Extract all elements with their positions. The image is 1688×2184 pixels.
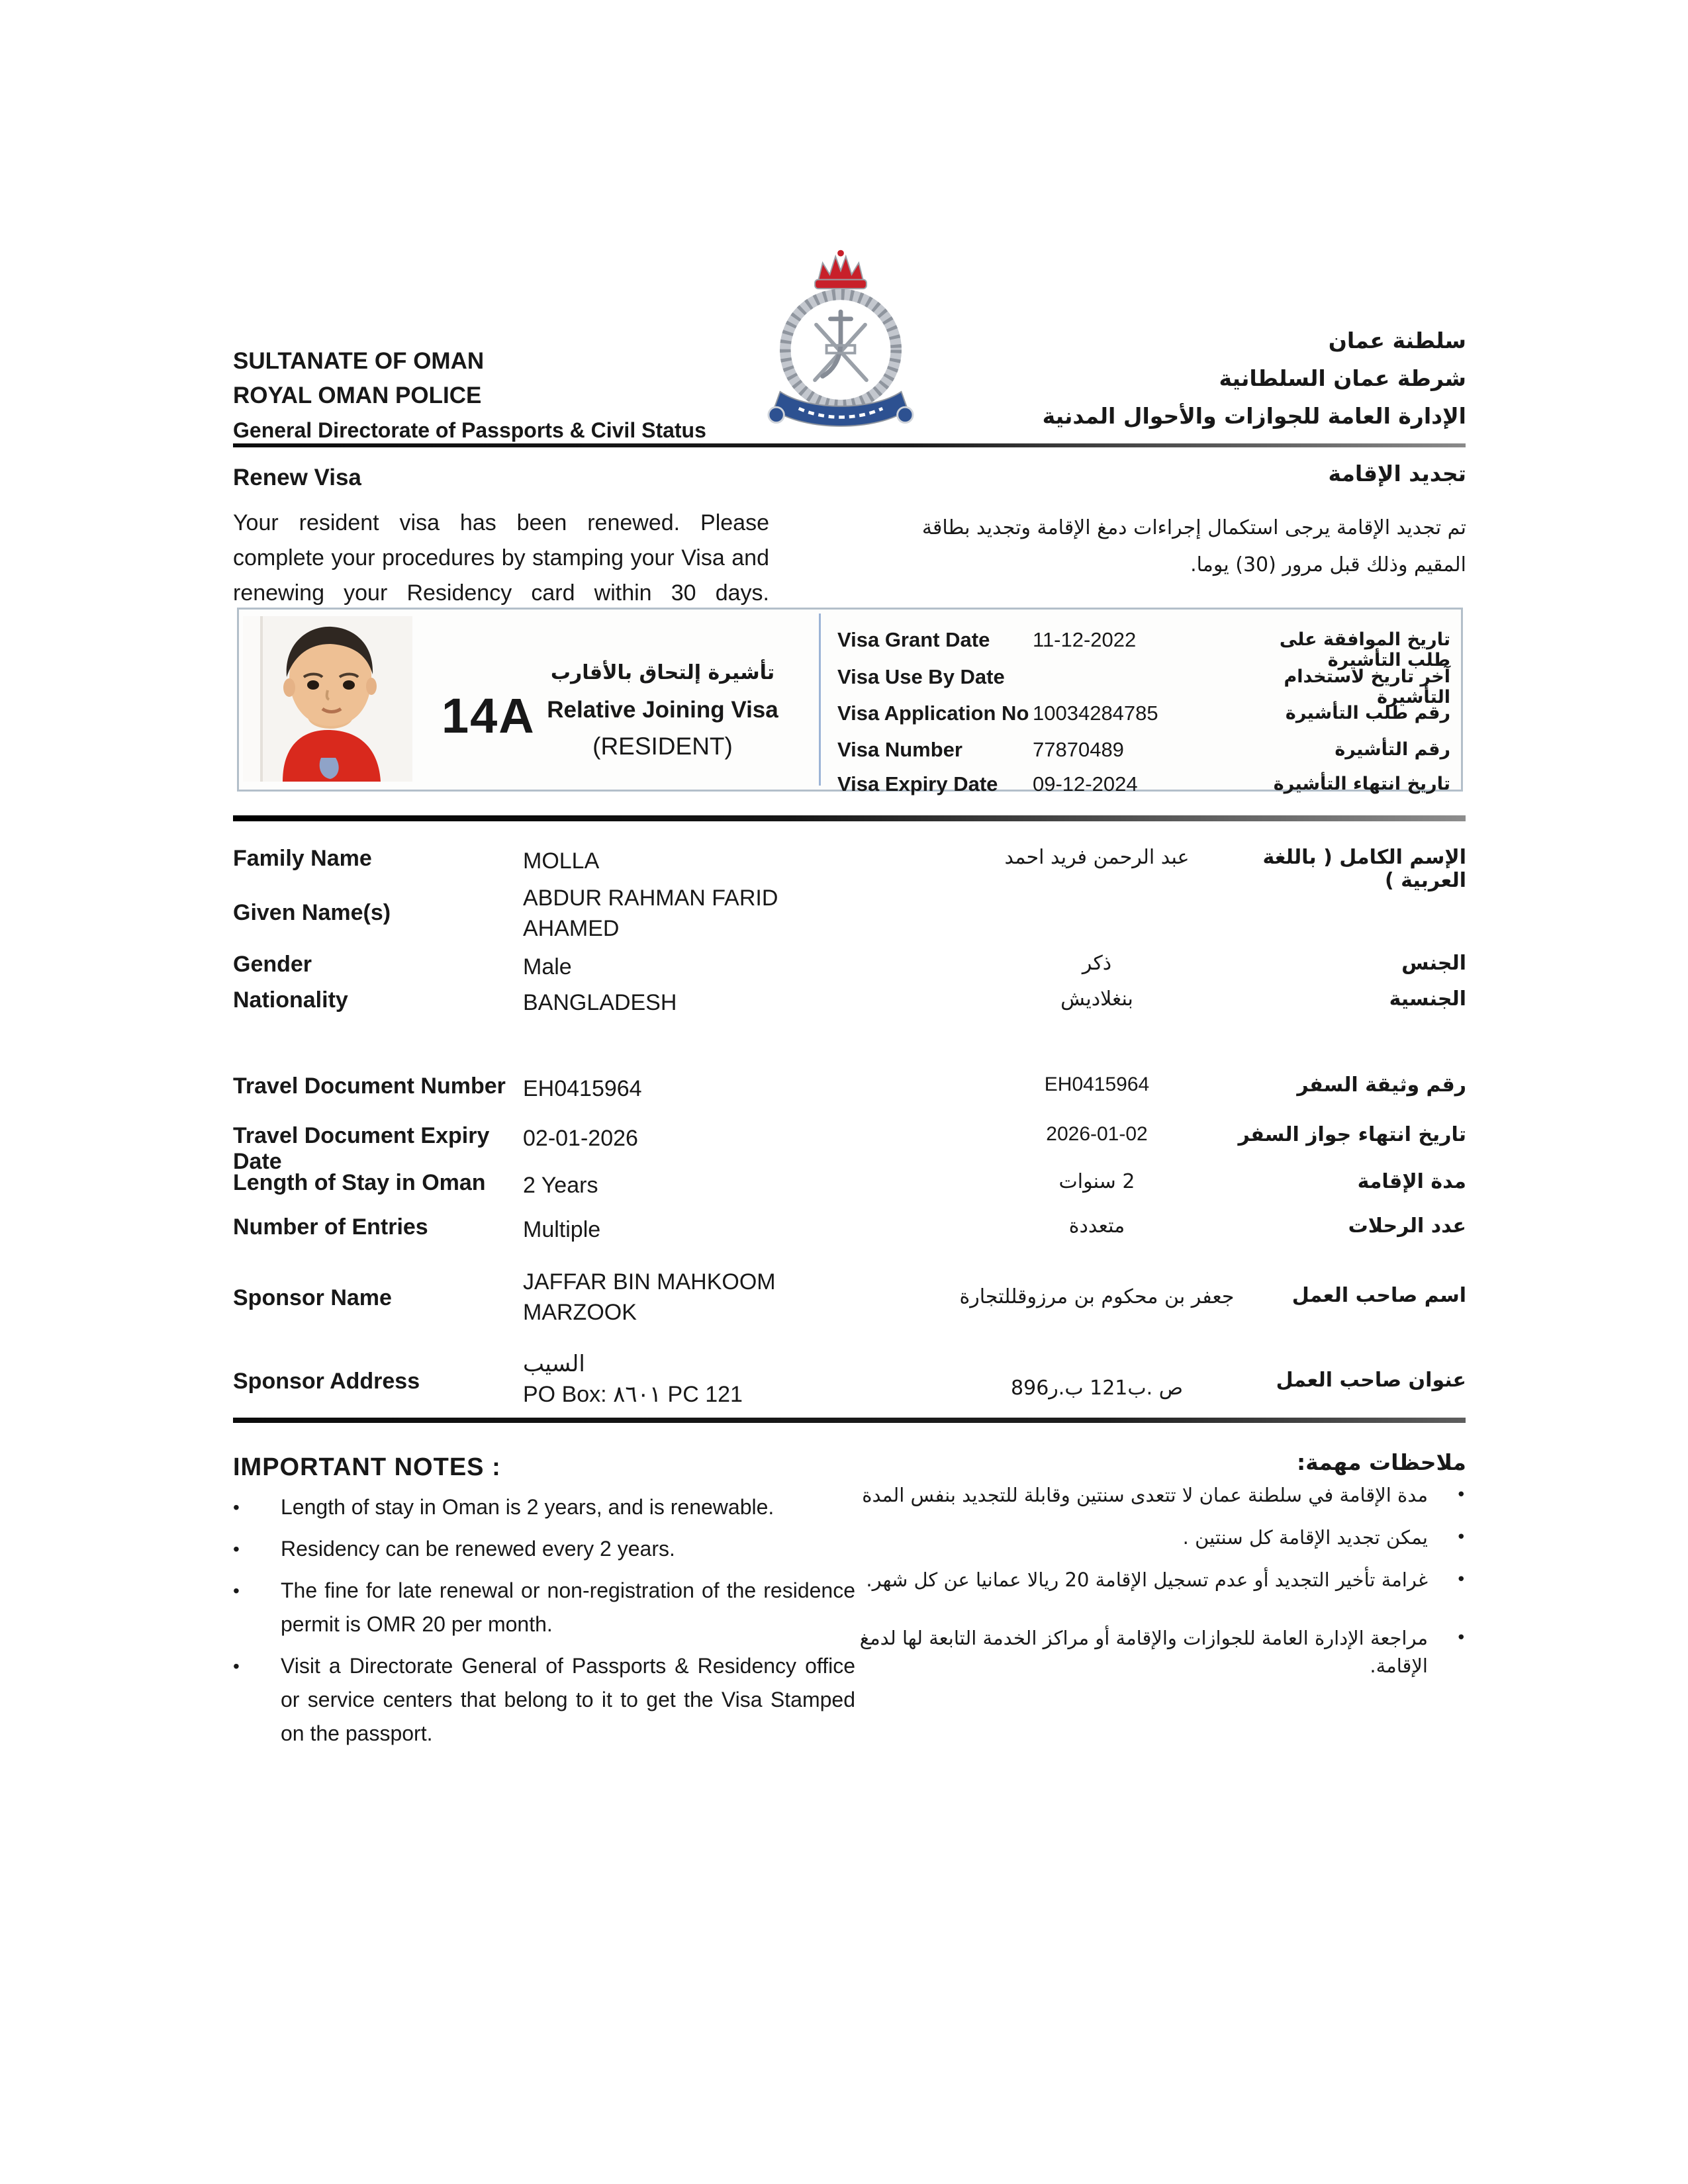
bullet-icon: •: [1456, 1527, 1466, 1547]
note-item-ar: [837, 1524, 1466, 1551]
sponsor-address-pobox: PO Box: ٨٦٠١ PC 121: [523, 1382, 743, 1407]
important-notes-title-ar: ملاحظات مهمة:: [1296, 1449, 1466, 1475]
org-line-sultanate-ar: سلطنة عمان: [1328, 328, 1466, 353]
org-line-directorate: General Directorate of Passports & Civil Status: [233, 418, 706, 442]
detail-value: ABDUR RAHMAN FARID AHAMED: [523, 886, 778, 941]
applicant-photo: [243, 616, 412, 782]
detail-label-ar: تاريخ انتهاء جواز السفر: [1238, 1123, 1466, 1146]
header-org-arabic: [870, 322, 1466, 435]
visa-code: 14A: [442, 688, 536, 743]
note-text-ar: مدة الإقامة في سلطنة عمان لا تتعدى سنتين وقابلة للتجديد بنفس المدة: [862, 1484, 1428, 1506]
visa-type-arabic: تأشيرة إلتحاق بالأقارب: [550, 661, 775, 684]
detail-label: Sponsor Address: [233, 1369, 420, 1394]
detail-value: JAFFAR BIN MAHKOOM MARZOOK: [523, 1269, 776, 1325]
detail-label-ar: عدد الرحلات: [1348, 1214, 1466, 1238]
bullet-icon: •: [233, 1497, 240, 1518]
visa-row-label-ar: رقم التأشيرة: [1335, 739, 1450, 760]
detail-value: MOLLA: [523, 848, 600, 874]
header-divider-rule: [233, 443, 1466, 447]
detail-value-ar: جعفر بن محكوم بن مرزوقللتجارة: [959, 1285, 1235, 1308]
important-notes-list-arabic: [837, 1481, 1466, 1694]
visa-row-label-ar: رقم طلب التأشيرة: [1285, 703, 1450, 723]
detail-value: [523, 1349, 808, 1410]
org-line-directorate-ar: الإدارة العامة للجوازات والأحوال المدنية: [1042, 403, 1466, 429]
detail-value: EH0415964: [523, 1076, 642, 1101]
visa-row-label-ar: تاريخ الموافقة على طلب التأشيرة: [1279, 629, 1450, 670]
detail-value: Multiple: [523, 1217, 601, 1242]
detail-value-ar: ص .ب121 ب.ر896: [1011, 1377, 1183, 1400]
card-divider-rule: [233, 815, 1466, 821]
note-text: Length of stay in Oman is 2 years, and is renewable.: [281, 1495, 774, 1519]
detail-label: Length of Stay in Oman: [233, 1170, 486, 1195]
visa-row-label: Visa Use By Date: [837, 665, 1005, 688]
visa-row-value: 10034284785: [1033, 702, 1158, 725]
bullet-icon: •: [1456, 1628, 1466, 1648]
detail-value-ar: 2026-01-02: [1046, 1123, 1148, 1145]
visa-row-label: Visa Number: [837, 738, 962, 761]
note-item: [233, 1532, 855, 1566]
bullet-icon: •: [233, 1580, 240, 1601]
note-text: Residency can be renewed every 2 years.: [281, 1537, 675, 1561]
detail-value: Male: [523, 954, 572, 979]
detail-label-ar: مدة الإقامة: [1357, 1170, 1466, 1193]
note-text-ar: يمكن تجديد الإقامة كل سنتين .: [1182, 1526, 1428, 1549]
header-org-english: [233, 344, 829, 447]
bullet-icon: •: [233, 1539, 240, 1559]
visa-row-label-ar: آخر تاريخ لاستخدام التأشيرة: [1284, 666, 1450, 707]
detail-value-ar: متعددة: [1068, 1214, 1125, 1238]
renew-visa-message: Your resident visa has been renewed. Please complete your procedures by stamping your Visa and renewing your Residency card within 30 days.: [233, 510, 769, 606]
note-text: The fine for late renewal or non-registration of the residence permit is OMR 20 per month.: [281, 1578, 855, 1636]
important-notes-list-english: [233, 1490, 855, 1758]
bullet-icon: •: [233, 1656, 240, 1676]
detail-label: Sponsor Name: [233, 1285, 392, 1310]
visa-row-label: Visa Application No: [837, 702, 1029, 725]
detail-value: 02-01-2026: [523, 1126, 638, 1151]
detail-label: Number of Entries: [233, 1214, 428, 1240]
detail-label: Gender: [233, 952, 312, 977]
note-item: [233, 1649, 855, 1751]
visa-row-value: 77870489: [1033, 738, 1124, 761]
detail-value-ar: EH0415964: [1044, 1073, 1150, 1095]
detail-label: Nationality: [233, 987, 348, 1013]
org-line-police: ROYAL OMAN POLICE: [233, 383, 482, 408]
detail-value: BANGLADESH: [523, 990, 677, 1015]
note-item-ar: [837, 1566, 1466, 1594]
visa-type-english: Relative Joining Visa: [547, 697, 778, 723]
note-text-ar: مراجعة الإدارة العامة للجوازات والإقامة أو مراكز الخدمة التابعة لها لدمغ الإقامة.: [859, 1627, 1428, 1677]
renew-visa-title: Renew Visa: [233, 465, 361, 490]
visa-row-label: Visa Expiry Date: [837, 772, 998, 796]
detail-value-ar: بنغلاديش: [1060, 987, 1133, 1011]
sponsor-address-city: السيب: [523, 1351, 585, 1377]
renew-visa-message-ar: تم تجديد الإقامة يرجى استكمال إجراءات دمغ الإقامة وتجديد بطاقة المقيم وذلك قبل مرور (30) يوما.: [921, 516, 1466, 576]
detail-label-ar: الإسم الكامل ( باللغة العربية ): [1262, 846, 1466, 892]
details-divider-rule: [233, 1418, 1466, 1423]
detail-value: 2 Years: [523, 1173, 598, 1198]
note-item-ar: [837, 1481, 1466, 1509]
note-text-ar: غرامة تأخير التجديد أو عدم تسجيل الإقامة 20 ريالا عمانيا عن كل شهر.: [866, 1569, 1428, 1591]
org-line-sultanate: SULTANATE OF OMAN: [233, 348, 485, 374]
visa-row-value: 09-12-2024: [1033, 772, 1138, 796]
bullet-icon: •: [1456, 1570, 1466, 1590]
visa-summary-card: [237, 608, 1463, 796]
detail-label-ar: رقم وثيقة السفر: [1297, 1073, 1466, 1097]
detail-label-ar: اسم صاحب العمل: [1291, 1284, 1466, 1307]
detail-label-ar: الجنسية: [1389, 987, 1466, 1011]
note-item: [233, 1490, 855, 1524]
important-notes-title: IMPORTANT NOTES :: [233, 1453, 501, 1481]
detail-label-ar: الجنس: [1401, 952, 1466, 975]
detail-label: Given Name(s): [233, 900, 391, 925]
visa-row-label: Visa Grant Date: [837, 628, 990, 651]
detail-label-ar: عنوان صاحب العمل: [1276, 1369, 1466, 1392]
org-line-police-ar: شرطة عمان السلطانية: [1219, 365, 1466, 391]
note-item: [233, 1574, 855, 1641]
detail-value-ar: عبد الرحمن فريد احمد: [1004, 846, 1190, 869]
detail-label: Travel Document Number: [233, 1073, 506, 1099]
note-item-ar: [837, 1624, 1466, 1680]
bullet-icon: •: [1456, 1485, 1466, 1505]
detail-label: Family Name: [233, 846, 372, 871]
visa-row-value: 11-12-2022: [1033, 628, 1137, 651]
card-vertical-divider: [819, 614, 821, 786]
visa-row-label-ar: تاريخ انتهاء التأشيرة: [1273, 774, 1450, 794]
detail-label: Travel Document Expiry Date: [233, 1123, 490, 1174]
detail-value-ar: 2 سنوات: [1058, 1170, 1135, 1193]
detail-value-ar: ذكر: [1082, 952, 1112, 975]
note-text: Visit a Directorate General of Passports & Residency office or service centers that belong to it to get the Visa Stamped on the passport.: [281, 1654, 855, 1745]
renew-visa-title-ar: تجديد الإقامة: [1328, 461, 1466, 486]
visa-type-resident: (RESIDENT): [592, 733, 733, 760]
crown-icon: [815, 250, 867, 289]
